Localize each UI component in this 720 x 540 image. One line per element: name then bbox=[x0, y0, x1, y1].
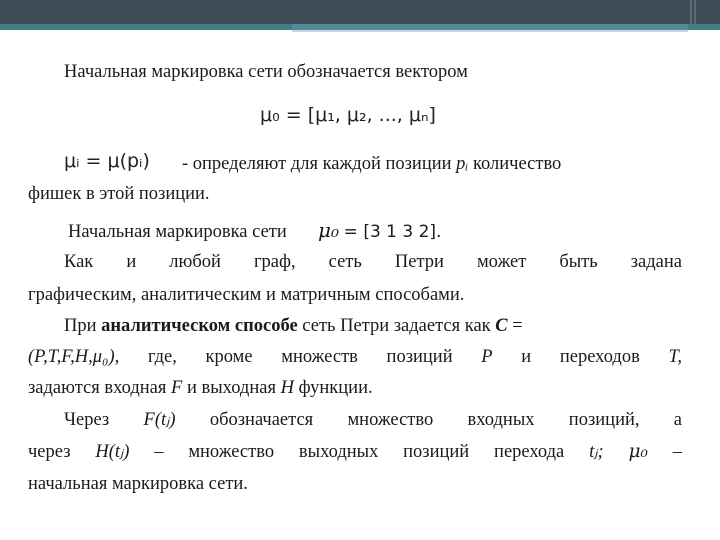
paragraph-graph-line1: Как и любой граф, сеть Петри может быть задана bbox=[64, 252, 682, 272]
slide-header-bar bbox=[0, 0, 720, 36]
transition-symbol: tⱼ; bbox=[589, 442, 604, 462]
output-function-symbol: H bbox=[280, 378, 294, 398]
paragraph-definition-line2: фишек в этой позиции. bbox=[28, 184, 210, 204]
output-set-symbol: H(tⱼ) bbox=[95, 442, 130, 462]
paragraph-sets-line1 bbox=[64, 408, 682, 432]
paragraph-sets-line2 bbox=[28, 440, 682, 464]
header-accent-left bbox=[0, 24, 292, 30]
analytic-text: и выходная bbox=[186, 378, 276, 398]
formula-mu-i: μᵢ = μ(pᵢ) bbox=[64, 150, 150, 172]
paragraph-sets-line3: начальная маркировка сети. bbox=[28, 474, 248, 494]
definition-text: количество bbox=[472, 154, 562, 174]
analytic-bold-term: аналитическом способе bbox=[101, 316, 298, 336]
input-set-symbol: F(tⱼ) bbox=[143, 410, 176, 430]
net-tuple: (P,T,F,H,μ₀), bbox=[28, 347, 120, 367]
sets-text: обозначается множество входных позиций, а bbox=[209, 410, 683, 430]
net-symbol-c: C bbox=[495, 316, 508, 336]
paragraph-graph-line2: графическим, аналитическим и матричным способами. bbox=[28, 285, 465, 305]
analytic-text: и переходов bbox=[521, 347, 640, 367]
transitions-symbol: T, bbox=[668, 347, 683, 367]
sets-text: – множество выходных позиций перехода bbox=[154, 442, 565, 462]
analytic-text: сеть Петри задается как bbox=[302, 316, 491, 336]
header-accent-right bbox=[688, 24, 720, 30]
header-divider bbox=[694, 0, 696, 24]
position-symbol: pᵢ bbox=[456, 154, 469, 174]
sets-text: через bbox=[28, 442, 71, 462]
header-dark-band bbox=[0, 0, 720, 24]
header-thin-stripe bbox=[292, 30, 688, 32]
paragraph-intro: Начальная маркировка сети обозначается вектором bbox=[64, 62, 468, 82]
positions-symbol: P bbox=[481, 347, 493, 367]
header-divider bbox=[690, 0, 692, 24]
sets-text: Через bbox=[64, 410, 110, 430]
definition-text: - определяют для каждой позиции bbox=[182, 154, 452, 174]
initial-marking-text: Начальная маркировка сети bbox=[68, 222, 287, 242]
mu-zero-symbol: μ₀ bbox=[318, 218, 340, 242]
formula-marking-vector: μ₀ = [μ₁, μ₂, ..., μₙ] bbox=[260, 104, 436, 126]
initial-marking-value: = [3 1 3 2]. bbox=[343, 222, 442, 242]
analytic-text: задаются входная bbox=[28, 378, 167, 398]
paragraph-analytic-line2 bbox=[28, 345, 682, 369]
sets-text: – bbox=[672, 442, 682, 462]
analytic-text: функции. bbox=[298, 378, 373, 398]
paragraph-analytic-line3 bbox=[28, 376, 373, 400]
equals-sign: = bbox=[512, 316, 523, 336]
input-function-symbol: F bbox=[171, 378, 183, 398]
paragraph-initial-marking bbox=[68, 218, 441, 244]
analytic-text: При bbox=[64, 316, 97, 336]
paragraph-definition-line1 bbox=[182, 152, 561, 176]
analytic-text: где, кроме множеств позиций bbox=[147, 347, 453, 367]
mu-zero-symbol: μ₀ bbox=[628, 441, 648, 462]
paragraph-analytic-line1 bbox=[64, 314, 523, 338]
